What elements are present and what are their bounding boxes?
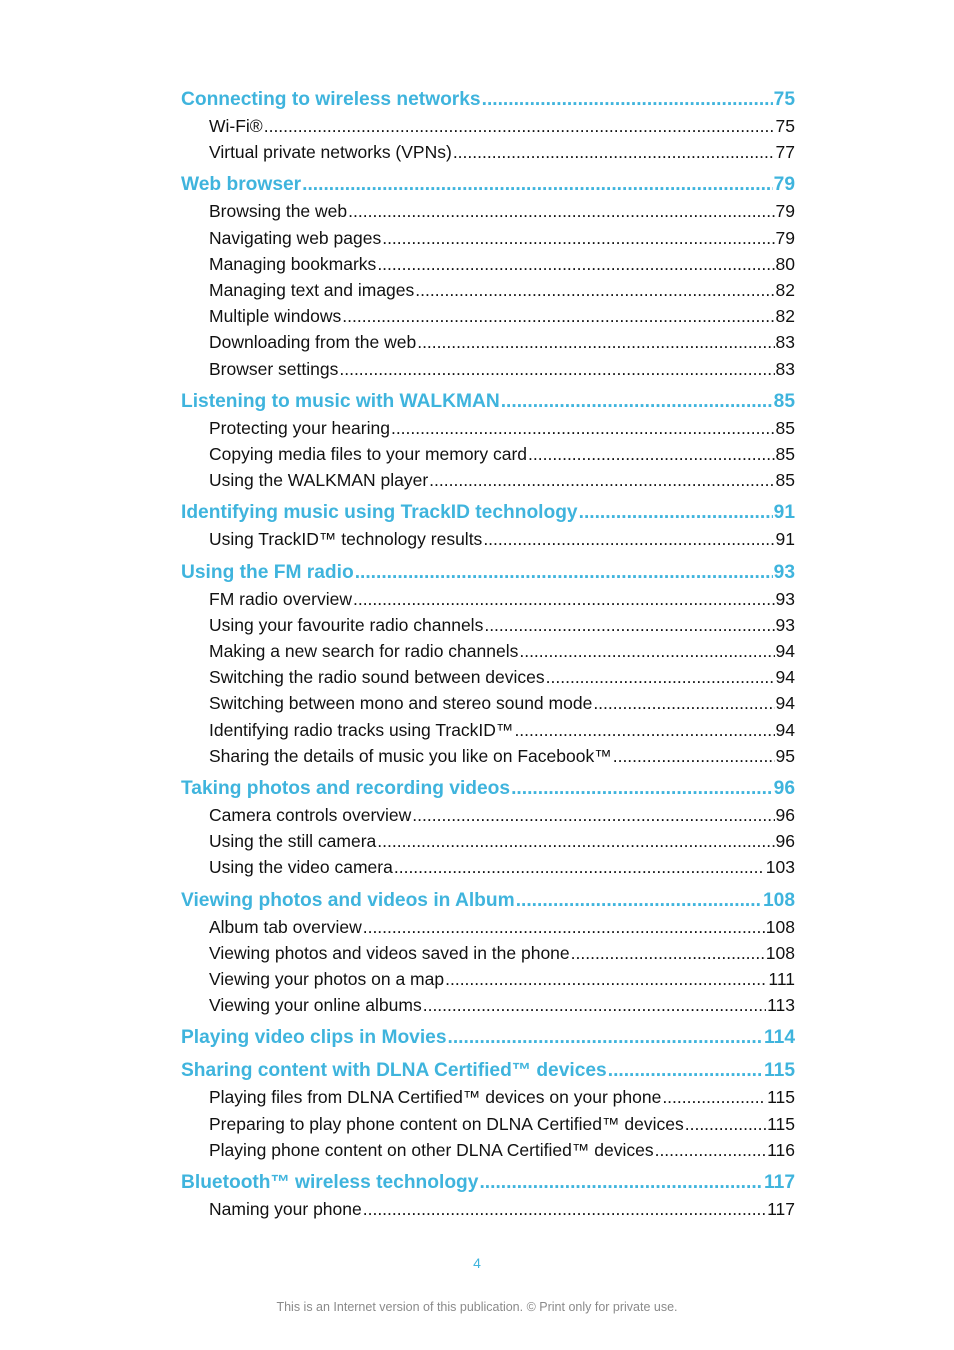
dot-leader — [483, 526, 774, 552]
toc-section-page-number: 114 — [764, 1027, 795, 1049]
toc-item[interactable] — [181, 717, 795, 743]
toc-item-page-number: 116 — [767, 1139, 795, 1160]
toc-item-title: Using TrackID™ technology results — [209, 529, 483, 550]
toc-item-page-number: 94 — [775, 719, 795, 740]
dot-leader — [593, 690, 774, 716]
dot-leader — [382, 225, 774, 251]
dot-leader — [348, 198, 774, 224]
toc-section[interactable] — [181, 389, 795, 415]
dot-leader — [453, 139, 775, 165]
toc-item-title: Using the video camera — [209, 857, 393, 878]
toc-item-title: Switching between mono and stereo sound mode — [209, 693, 593, 714]
toc-item-title: Managing text and images — [209, 280, 415, 301]
toc-section-page-number: 91 — [773, 502, 795, 524]
toc-item[interactable] — [181, 1137, 795, 1163]
dot-leader — [415, 277, 774, 303]
toc-section-title: Connecting to wireless networks — [181, 89, 481, 110]
toc-item-title: Preparing to play phone content on DLNA Certified™ devices — [209, 1113, 684, 1134]
dot-leader — [613, 743, 775, 769]
toc-item-page-number: 85 — [775, 444, 795, 465]
toc-item-page-number: 94 — [775, 667, 795, 688]
dot-leader — [579, 500, 773, 526]
dot-leader — [514, 717, 774, 743]
toc-section-title: Playing video clips in Movies — [181, 1027, 447, 1049]
toc-item-title: Browser settings — [209, 358, 339, 379]
toc-item-title: Protecting your hearing — [209, 417, 390, 438]
toc-section[interactable] — [181, 1170, 795, 1196]
dot-leader — [685, 1111, 766, 1137]
toc-item[interactable] — [181, 441, 795, 467]
toc-item[interactable] — [181, 743, 795, 769]
page-number: 4 — [473, 1255, 481, 1271]
toc-item-page-number: 91 — [775, 529, 795, 550]
toc-item-page-number: 115 — [767, 1087, 795, 1108]
toc-item-page-number: 115 — [767, 1113, 795, 1134]
dot-leader — [391, 415, 775, 441]
dot-leader — [417, 329, 774, 355]
toc-item[interactable] — [181, 303, 795, 329]
toc-item[interactable] — [181, 139, 795, 165]
dot-leader — [655, 1137, 767, 1163]
dot-leader — [339, 356, 774, 382]
table-of-contents — [181, 87, 795, 1222]
toc-section-page-number: 117 — [764, 1172, 795, 1194]
toc-item[interactable] — [181, 1196, 795, 1222]
dot-leader — [528, 441, 774, 467]
toc-item-page-number: 96 — [775, 805, 795, 826]
dot-leader — [445, 966, 767, 992]
footer-note: This is an Internet version of this publication. © Print only for private use. — [276, 1300, 678, 1314]
toc-item[interactable] — [181, 356, 795, 382]
toc-item-page-number: 103 — [765, 857, 795, 878]
toc-item[interactable] — [181, 415, 795, 441]
dot-leader — [516, 888, 762, 914]
toc-item-title: Navigating web pages — [209, 227, 382, 248]
toc-section-title: Web browser — [181, 174, 302, 196]
dot-leader — [342, 303, 774, 329]
dot-leader — [429, 467, 774, 493]
toc-section-page-number: 115 — [764, 1060, 795, 1082]
dot-leader — [377, 828, 774, 854]
toc-item-page-number: 79 — [775, 227, 795, 248]
toc-item-page-number: 117 — [767, 1199, 795, 1220]
toc-item[interactable] — [181, 914, 795, 940]
toc-item[interactable] — [181, 940, 795, 966]
dot-leader — [571, 940, 765, 966]
dot-leader — [355, 560, 773, 586]
toc-item-page-number: 82 — [775, 280, 795, 301]
toc-item[interactable] — [181, 1084, 795, 1110]
toc-item-page-number: 75 — [775, 116, 795, 136]
toc-section[interactable] — [181, 1025, 795, 1051]
toc-item[interactable] — [181, 966, 795, 992]
toc-section-title: Taking photos and recording videos — [181, 778, 511, 800]
toc-item-page-number: 82 — [775, 306, 795, 327]
toc-section-title: Sharing content with DLNA Certified™ devices — [181, 1060, 607, 1082]
toc-item[interactable] — [181, 992, 795, 1018]
dot-leader — [264, 113, 775, 139]
toc-item[interactable] — [181, 467, 795, 493]
toc-item-title: Album tab overview — [209, 916, 362, 937]
toc-item-page-number: 85 — [775, 417, 795, 438]
dot-leader — [608, 1058, 763, 1084]
toc-item-title: Browsing the web — [209, 201, 348, 222]
toc-item[interactable] — [181, 586, 795, 612]
dot-leader — [479, 1170, 763, 1196]
toc-section-page-number: 108 — [762, 889, 795, 911]
toc-item-title: Naming your phone — [209, 1199, 362, 1220]
dot-leader — [394, 854, 765, 880]
toc-item-page-number: 85 — [775, 470, 795, 491]
toc-section-page-number: 85 — [773, 390, 795, 412]
toc-section-title: Viewing photos and videos in Album — [181, 889, 515, 911]
dot-leader — [353, 586, 775, 612]
toc-item-title: Viewing photos and videos saved in the phone — [209, 942, 570, 963]
toc-item-page-number: 83 — [775, 358, 795, 379]
toc-item[interactable] — [181, 329, 795, 355]
toc-item-page-number: 94 — [775, 641, 795, 662]
toc-item-title: Using your favourite radio channels — [209, 614, 484, 635]
toc-section[interactable] — [181, 776, 795, 802]
toc-item-page-number: 93 — [775, 614, 795, 635]
toc-item-title: Managing bookmarks — [209, 253, 377, 274]
toc-section[interactable] — [181, 888, 795, 914]
toc-item-title: Using the still camera — [209, 831, 377, 852]
toc-section-page-number: 75 — [773, 89, 795, 110]
toc-item[interactable] — [181, 802, 795, 828]
toc-item-title: Playing phone content on other DLNA Certified™ devices — [209, 1139, 654, 1160]
dot-leader — [363, 1196, 766, 1222]
toc-item-title: Multiple windows — [209, 306, 342, 327]
toc-item[interactable] — [181, 612, 795, 638]
toc-section-page-number: 96 — [773, 778, 795, 800]
toc-item[interactable] — [181, 638, 795, 664]
dot-leader — [482, 87, 773, 113]
toc-item-page-number: 108 — [765, 916, 795, 937]
toc-item-page-number: 111 — [768, 969, 795, 990]
toc-item-title: Using the WALKMAN player — [209, 470, 429, 491]
toc-item[interactable] — [181, 664, 795, 690]
toc-item-page-number: 95 — [775, 745, 795, 766]
toc-item-page-number: 96 — [775, 831, 795, 852]
toc-item-title: Making a new search for radio channels — [209, 641, 519, 662]
dot-leader — [662, 1084, 766, 1110]
dot-leader — [546, 664, 775, 690]
toc-item-page-number: 93 — [775, 588, 795, 609]
toc-section-title: Bluetooth™ wireless technology — [181, 1172, 479, 1194]
toc-item[interactable] — [181, 690, 795, 716]
toc-item-title: Switching the radio sound between devices — [209, 667, 545, 688]
toc-item-title: FM radio overview — [209, 588, 352, 609]
dot-leader — [423, 992, 766, 1018]
toc-item[interactable] — [181, 198, 795, 224]
toc-item-title: Camera controls overview — [209, 805, 412, 826]
toc-item-page-number: 80 — [775, 253, 795, 274]
toc-item-title: Viewing your online albums — [209, 995, 422, 1016]
toc-item-title: Viewing your photos on a map — [209, 969, 445, 990]
toc-item-page-number: 83 — [775, 332, 795, 353]
toc-item-title: Downloading from the web — [209, 332, 417, 353]
dot-leader — [519, 638, 774, 664]
dot-leader — [501, 389, 773, 415]
toc-section-page-number: 79 — [773, 174, 795, 196]
dot-leader — [363, 914, 765, 940]
toc-section[interactable] — [181, 500, 795, 526]
dot-leader — [377, 251, 774, 277]
toc-item[interactable] — [181, 113, 795, 139]
dot-leader — [448, 1025, 764, 1051]
toc-section-page-number: 93 — [773, 561, 795, 583]
dot-leader — [412, 802, 774, 828]
dot-leader — [484, 612, 774, 638]
toc-section-title: Identifying music using TrackID technology — [181, 502, 578, 524]
toc-item-page-number: 77 — [775, 142, 795, 163]
toc-item[interactable] — [181, 1111, 795, 1137]
toc-item-page-number: 113 — [767, 995, 795, 1016]
toc-item[interactable] — [181, 854, 795, 880]
toc-section[interactable] — [181, 1058, 795, 1084]
dot-leader — [511, 776, 773, 802]
toc-item[interactable] — [181, 526, 795, 552]
toc-item[interactable] — [181, 828, 795, 854]
toc-item-title: Wi-Fi® — [209, 116, 263, 136]
toc-item-title: Virtual private networks (VPNs) — [209, 142, 452, 163]
toc-item-page-number: 108 — [765, 942, 795, 963]
toc-item-page-number: 94 — [775, 693, 795, 714]
toc-item-title: Identifying radio tracks using TrackID™ — [209, 719, 514, 740]
toc-item-page-number: 79 — [775, 201, 795, 222]
toc-section[interactable] — [181, 87, 795, 113]
toc-item[interactable] — [181, 225, 795, 251]
toc-item[interactable] — [181, 277, 795, 303]
toc-section-title: Listening to music with WALKMAN — [181, 390, 500, 412]
toc-section[interactable] — [181, 172, 795, 198]
toc-item-title: Playing files from DLNA Certified™ devices on your phone — [209, 1087, 662, 1108]
toc-item-title: Copying media files to your memory card — [209, 444, 528, 465]
dot-leader — [302, 172, 773, 198]
toc-item-title: Sharing the details of music you like on Facebook™ — [209, 745, 612, 766]
toc-section-title: Using the FM radio — [181, 561, 354, 583]
toc-item[interactable] — [181, 251, 795, 277]
toc-section[interactable] — [181, 560, 795, 586]
